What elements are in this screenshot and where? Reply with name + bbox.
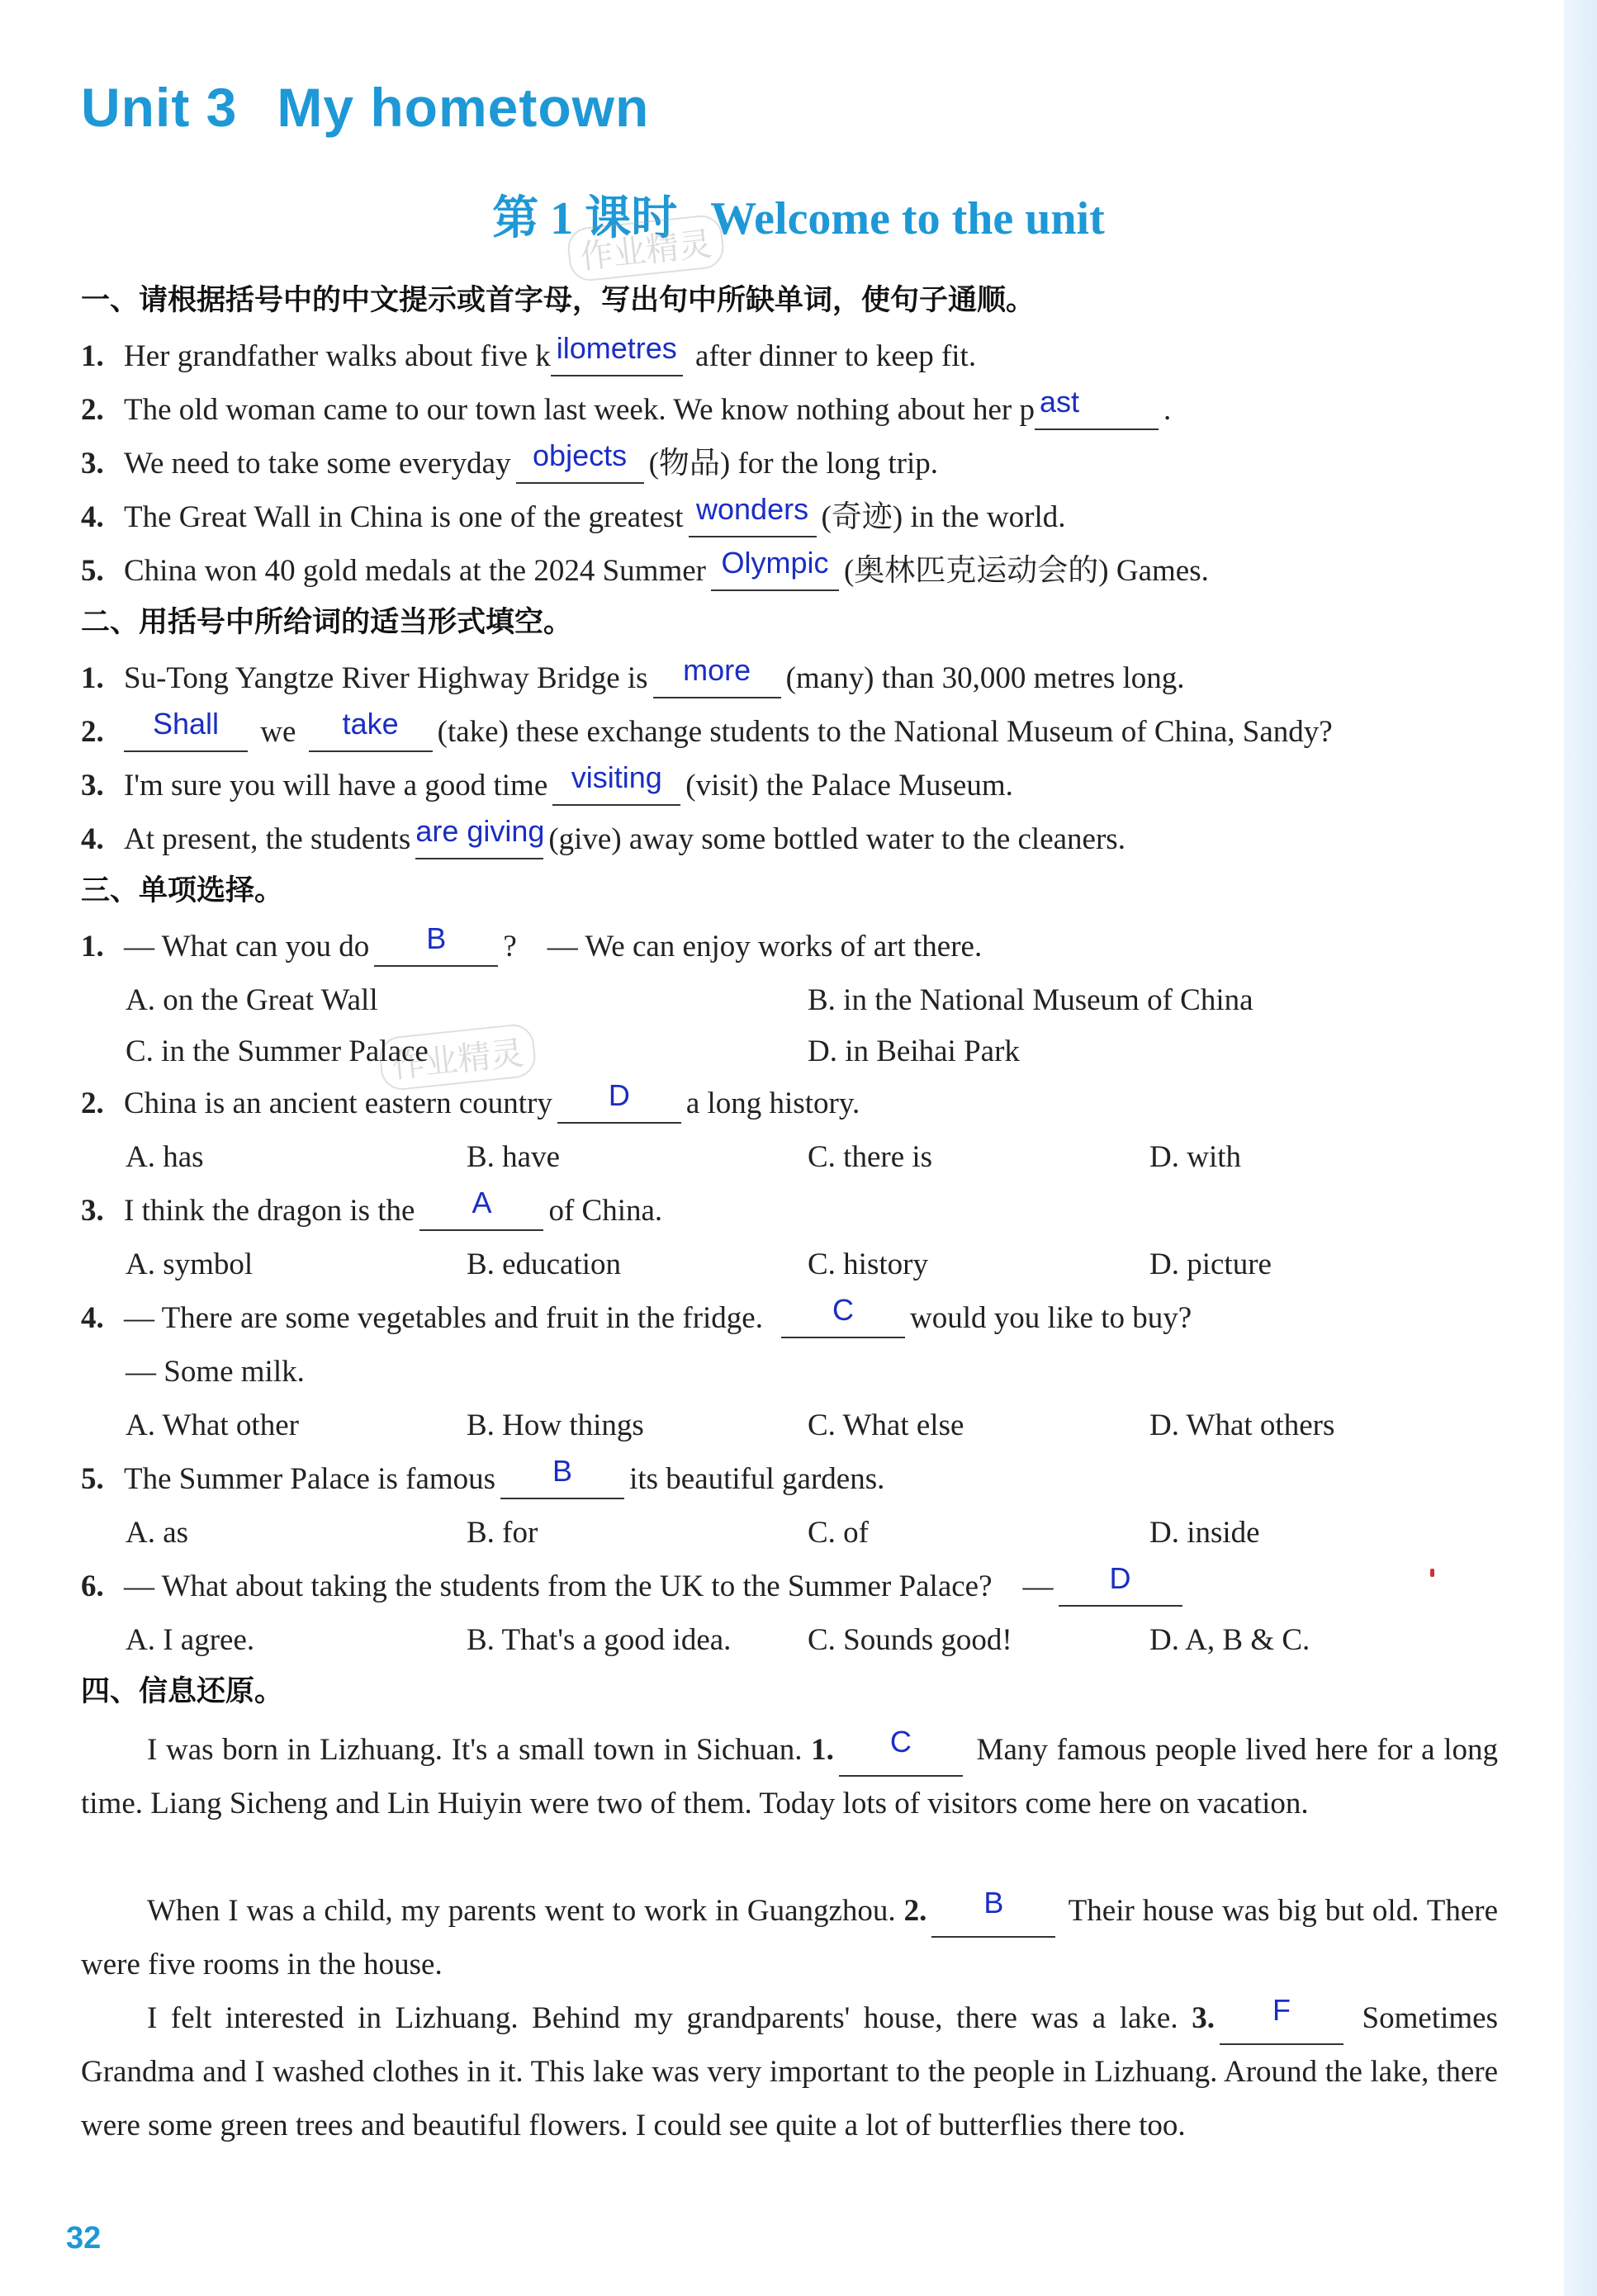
lesson-label: 第 1 课时 xyxy=(492,193,678,244)
dialogue-reply: — Some milk. xyxy=(126,1355,305,1389)
option: B. education xyxy=(467,1247,622,1281)
option: C. Sounds good! xyxy=(808,1623,1012,1657)
handwritten-answer: visiting xyxy=(571,760,662,794)
handwritten-answer: Olympic xyxy=(721,546,829,580)
s2-question-2: 2. Shall we take (take) these exchange students to the National Museum of China, Sandy? xyxy=(81,712,1333,752)
lesson-name: Welcome to the unit xyxy=(710,193,1105,244)
handwritten-answer: Shall xyxy=(152,707,220,741)
s1-question-2: 2. The old woman came to our town last week. We know nothing about her p ast . xyxy=(81,391,1171,430)
section-4-heading: 四、信息还原。 xyxy=(81,1675,284,1708)
option: D. A, B & C. xyxy=(1149,1623,1310,1657)
option: A. has xyxy=(126,1140,204,1174)
handwritten-answer: more xyxy=(683,653,751,687)
answer-blank[interactable] xyxy=(689,492,817,537)
option: D. inside xyxy=(1149,1516,1260,1550)
ink-mark xyxy=(1430,1569,1434,1577)
option: C. there is xyxy=(808,1140,933,1174)
option: A. I agree. xyxy=(126,1623,255,1657)
unit-title xyxy=(81,76,649,139)
option: B. have xyxy=(467,1140,561,1174)
answer-blank[interactable] xyxy=(415,814,545,859)
handwritten-answer: B xyxy=(552,1454,573,1488)
s3-question-6: 6. — What about taking the students from the UK to the Summer Palace? — D xyxy=(81,1567,1187,1607)
handwritten-answer: B xyxy=(983,1886,1004,1920)
answer-blank[interactable] xyxy=(711,546,839,591)
lesson-title xyxy=(0,182,1597,248)
answer-blank[interactable] xyxy=(419,1186,543,1231)
option: C. of xyxy=(808,1516,869,1550)
option: A. What other xyxy=(126,1408,299,1442)
answer-blank[interactable] xyxy=(124,707,248,752)
option: C. What else xyxy=(808,1408,964,1442)
handwritten-answer: D xyxy=(1109,1561,1131,1595)
option: D. picture xyxy=(1149,1247,1272,1281)
section-2-heading: 二、用括号中所给词的适当形式填空。 xyxy=(81,606,573,639)
watermark-stamp: 作业精灵 xyxy=(377,1022,538,1091)
option: D. with xyxy=(1149,1140,1241,1174)
answer-blank[interactable] xyxy=(653,653,781,698)
s3-question-1: 1. — What can you do B ? — We can enjoy works of art there. xyxy=(81,927,982,967)
answer-blank[interactable] xyxy=(309,707,433,752)
option: A. on the Great Wall xyxy=(126,983,378,1017)
answer-blank[interactable] xyxy=(1035,385,1159,430)
answer-blank[interactable] xyxy=(1220,1993,1343,2045)
s2-question-3: 3. I'm sure you will have a good time visiting (visit) the Palace Museum. xyxy=(81,766,1013,806)
answer-blank[interactable] xyxy=(551,331,683,376)
passage-paragraph-1: I was born in Lizhuang. It's a small town in Sichuan. 1. C Many famous people lived here for a long time. Liang Sicheng and Lin Huiyin were two of them. Today lots of visitors come here on vacation. xyxy=(81,1723,1498,1830)
s2-question-4: 4. At present, the students are giving (give) away some bottled water to the cleaners. xyxy=(81,820,1125,859)
option: D. What others xyxy=(1149,1408,1335,1442)
s1-question-4: 4. The Great Wall in China is one of the greatest wonders (奇迹) in the world. xyxy=(81,498,1066,537)
passage-paragraph-2: When I was a child, my parents went to work in Guangzhou. 2. B Their house was big but old. There were five rooms in the house. xyxy=(81,1884,1498,1991)
s1-question-1: 1. Her grandfather walks about five k ilometres after dinner to keep fit. xyxy=(81,337,976,376)
page-edge-stripe xyxy=(1564,0,1597,2296)
page-number: 32 xyxy=(66,2221,102,2256)
passage-paragraph-3: I felt interested in Lizhuang. Behind my grandparents' house, there was a lake. 3. F Sometimes Grandma and I washed clothes in it. This lake was very important to the people in Lizhuang. Around the lake, there were some green trees and beautiful flowers. I could see quite a lot of butterflies there too. xyxy=(81,1991,1498,2152)
handwritten-answer: take xyxy=(342,707,399,741)
answer-blank[interactable] xyxy=(781,1293,905,1338)
answer-blank[interactable] xyxy=(839,1725,963,1777)
option: C. history xyxy=(808,1247,928,1281)
watermark-stamp: 作业精灵 xyxy=(566,213,726,282)
handwritten-answer: ilometres xyxy=(556,331,677,365)
answer-blank[interactable] xyxy=(516,438,644,484)
s1-question-5: 5. China won 40 gold medals at the 2024 Summer Olympic (奥林匹克运动会的) Games. xyxy=(81,552,1209,591)
handwritten-answer: ast xyxy=(1040,385,1080,419)
s3-question-3: 3. I think the dragon is the A of China. xyxy=(81,1191,662,1231)
handwritten-answer: objects xyxy=(533,438,628,472)
option: A. symbol xyxy=(126,1247,254,1281)
option: B. How things xyxy=(467,1408,644,1442)
option: D. in Beihai Park xyxy=(808,1034,1020,1068)
option: A. as xyxy=(126,1516,189,1550)
s3-question-5: 5. The Summer Palace is famous B its beautiful gardens. xyxy=(81,1460,884,1499)
s2-question-1: 1. Su-Tong Yangtze River Highway Bridge is more (many) than 30,000 metres long. xyxy=(81,659,1185,698)
unit-name: My hometown xyxy=(277,77,650,138)
handwritten-answer: D xyxy=(608,1078,630,1112)
answer-blank[interactable] xyxy=(552,760,680,806)
handwritten-answer: A xyxy=(472,1186,492,1219)
answer-blank[interactable] xyxy=(1059,1561,1182,1607)
handwritten-answer: B xyxy=(426,921,447,955)
option: C. in the Summer Palace xyxy=(126,1034,429,1068)
handwritten-answer: wonders xyxy=(696,492,809,526)
handwritten-answer: C xyxy=(889,1725,912,1759)
handwritten-answer: F xyxy=(1272,1993,1291,2027)
section-3-heading: 三、单项选择。 xyxy=(81,874,284,907)
s3-question-4: 4. — There are some vegetables and fruit in the fridge. C would you like to buy? xyxy=(81,1299,1192,1338)
unit-label: Unit 3 xyxy=(81,77,238,138)
section-1-heading: 一、请根据括号中的中文提示或首字母，写出句中所缺单词，使句子通顺。 xyxy=(81,284,1035,317)
s1-question-3: 3. We need to take some everyday objects (物品) for the long trip. xyxy=(81,444,938,484)
answer-blank[interactable] xyxy=(557,1078,681,1124)
answer-blank[interactable] xyxy=(500,1454,624,1499)
answer-blank[interactable] xyxy=(374,921,498,967)
answer-blank[interactable] xyxy=(931,1886,1055,1938)
option: B. for xyxy=(467,1516,538,1550)
handwritten-answer: C xyxy=(832,1293,854,1327)
handwritten-answer: are giving xyxy=(415,814,545,848)
option: B. in the National Museum of China xyxy=(808,983,1253,1017)
option: B. That's a good idea. xyxy=(467,1623,732,1657)
s3-question-2: 2. China is an ancient eastern country D a long history. xyxy=(81,1084,860,1124)
